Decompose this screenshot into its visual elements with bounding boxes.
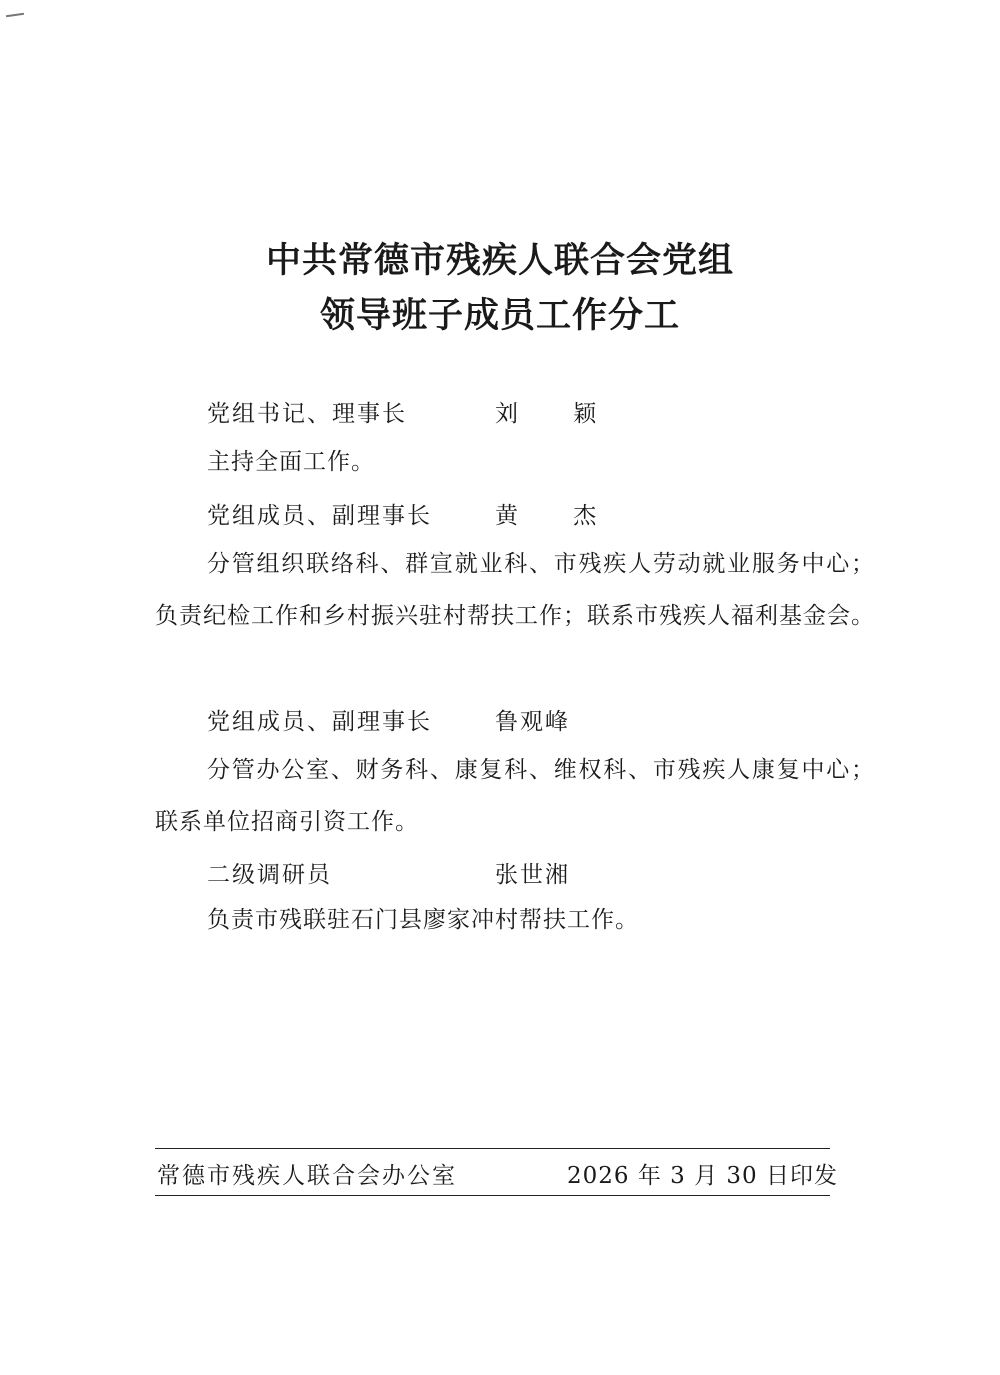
- member-name: 黄 杰: [495, 503, 621, 529]
- member-duties: 分管办公室、财务科、康复科、维权科、市残疾人康复中心；联系单位招商引资工作。: [155, 757, 875, 835]
- footer-top-rule: [155, 1148, 830, 1149]
- member-role: 党组成员、副理事长: [207, 709, 432, 735]
- member-name: 鲁观峰: [495, 709, 570, 735]
- footer-date: 2026 年 3 月 30 日印发: [567, 1163, 838, 1189]
- document-title-line1: 中共常德市残疾人联合会党组: [265, 241, 734, 281]
- member-name: 张世湘: [495, 862, 570, 888]
- document-title-line2: 领导班子成员工作分工: [319, 296, 680, 336]
- footer-bottom-rule: [155, 1195, 830, 1196]
- member-name: 刘 颖: [495, 401, 621, 427]
- member-role: 二级调研员: [207, 862, 332, 888]
- footer-issuer: 常德市残疾人联合会办公室: [157, 1163, 457, 1189]
- member-duties: 负责市残联驻石门县廖家冲村帮扶工作。: [207, 907, 639, 933]
- member-role: 党组成员、副理事长: [207, 503, 432, 529]
- member-role: 党组书记、理事长: [207, 401, 407, 427]
- member-duties: 主持全面工作。: [207, 449, 375, 475]
- member-duties: 分管组织联络科、群宣就业科、市残疾人劳动就业服务中心；负责纪检工作和乡村振兴驻村帮扶工作；联系市残疾人福利基金会。: [155, 551, 875, 629]
- scan-mark: [6, 13, 24, 17]
